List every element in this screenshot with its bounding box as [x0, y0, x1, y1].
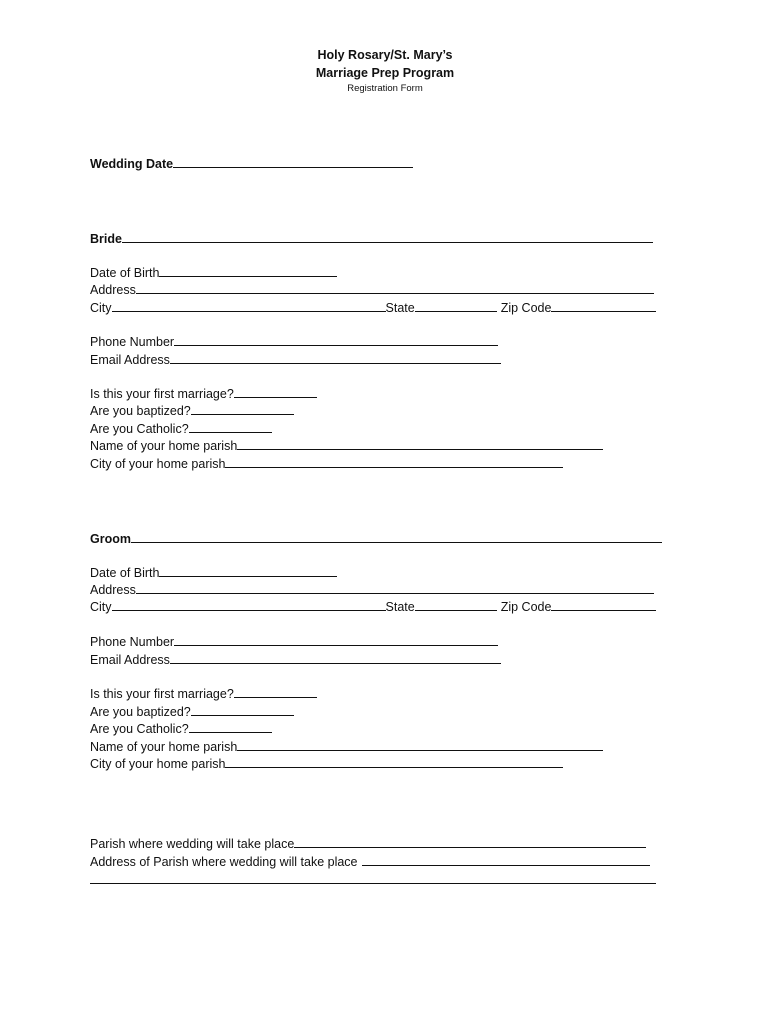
bride-address-row: [90, 280, 654, 298]
groom-catholic-field[interactable]: [189, 719, 272, 733]
groom-baptized-label: Are you baptized?: [90, 705, 191, 719]
bride-name-field[interactable]: [122, 229, 653, 243]
groom-phone-row: [90, 632, 498, 650]
bride-dob-label: Date of Birth: [90, 266, 160, 280]
groom-state-label: State: [385, 600, 415, 614]
wedding-parish-address-row: [90, 852, 650, 870]
groom-dob-row: [90, 563, 337, 581]
groom-state-field[interactable]: [415, 597, 497, 611]
bride-home-parish-label: Name of your home parish: [90, 439, 238, 453]
groom-home-parish-city-label: City of your home parish: [90, 757, 226, 771]
groom-catholic-row: [90, 719, 272, 737]
bride-catholic-label: Are you Catholic?: [90, 422, 189, 436]
groom-baptized-row: [90, 702, 294, 720]
groom-city-label: City: [90, 600, 112, 614]
bride-email-row: [90, 350, 501, 368]
wedding-date-label: Wedding Date: [90, 157, 174, 171]
groom-address-row: [90, 580, 654, 598]
bride-home-parish-city-label: City of your home parish: [90, 457, 226, 471]
bride-home-parish-row: [90, 436, 603, 454]
groom-email-field[interactable]: [170, 650, 501, 664]
groom-address-label: Address: [90, 583, 136, 597]
form-title: Holy Rosary/St. Mary’s: [317, 48, 453, 62]
bride-city-field[interactable]: [112, 298, 386, 312]
bride-baptized-field[interactable]: [191, 401, 294, 415]
bride-city-label: City: [90, 301, 112, 315]
bride-address-field[interactable]: [136, 280, 654, 294]
form-name: Registration Form: [347, 83, 423, 94]
groom-email-label: Email Address: [90, 653, 170, 667]
bride-label: Bride: [90, 232, 122, 246]
groom-name-field[interactable]: [131, 529, 662, 543]
bride-baptized-row: [90, 401, 294, 419]
groom-email-row: [90, 650, 501, 668]
groom-zip-label: Zip Code: [500, 600, 552, 614]
groom-home-parish-row: [90, 737, 603, 755]
bride-home-parish-field[interactable]: [237, 436, 603, 450]
bride-email-field[interactable]: [170, 350, 501, 364]
bride-state-field[interactable]: [415, 298, 497, 312]
bride-dob-row: [90, 263, 337, 281]
groom-dob-label: Date of Birth: [90, 566, 160, 580]
groom-home-parish-label: Name of your home parish: [90, 740, 238, 754]
groom-phone-label: Phone Number: [90, 635, 175, 649]
wedding-parish-label: Parish where wedding will take place: [90, 837, 295, 851]
groom-city-field[interactable]: [112, 597, 386, 611]
bride-row: [90, 229, 653, 247]
groom-first-marriage-label: Is this your first marriage?: [90, 687, 234, 701]
bride-catholic-field[interactable]: [189, 419, 272, 433]
groom-label: Groom: [90, 532, 131, 546]
groom-baptized-field[interactable]: [191, 702, 294, 716]
bride-first-marriage-label: Is this your first marriage?: [90, 387, 234, 401]
groom-first-marriage-row: [90, 684, 317, 702]
groom-phone-field[interactable]: [174, 632, 498, 646]
groom-catholic-label: Are you Catholic?: [90, 722, 189, 736]
form-subtitle: Marriage Prep Program: [315, 66, 455, 80]
groom-row: [90, 529, 662, 547]
bride-home-parish-city-row: [90, 454, 563, 472]
bride-zip-field[interactable]: [551, 298, 656, 312]
bride-first-marriage-field[interactable]: [234, 384, 317, 398]
bride-phone-label: Phone Number: [90, 335, 175, 349]
wedding-parish-address-field-2[interactable]: [90, 870, 656, 884]
groom-home-parish-city-field[interactable]: [225, 754, 563, 768]
bride-home-parish-city-field[interactable]: [225, 454, 563, 468]
bride-address-label: Address: [90, 283, 136, 297]
bride-zip-label: Zip Code: [500, 301, 552, 315]
bride-baptized-label: Are you baptized?: [90, 404, 191, 418]
bride-state-label: State: [385, 301, 415, 315]
groom-first-marriage-field[interactable]: [234, 684, 317, 698]
bride-catholic-row: [90, 419, 272, 437]
bride-phone-row: [90, 332, 498, 350]
bride-dob-field[interactable]: [159, 263, 337, 277]
groom-home-parish-field[interactable]: [237, 737, 603, 751]
bride-phone-field[interactable]: [174, 332, 498, 346]
groom-address-field[interactable]: [136, 580, 654, 594]
wedding-parish-address-field[interactable]: [362, 852, 650, 866]
bride-email-label: Email Address: [90, 353, 170, 367]
groom-zip-field[interactable]: [551, 597, 656, 611]
wedding-parish-row: [90, 834, 646, 852]
bride-first-marriage-row: [90, 384, 317, 402]
wedding-date-row: [90, 154, 413, 172]
wedding-parish-address-label: Address of Parish where wedding will take place: [90, 855, 358, 869]
groom-home-parish-city-row: [90, 754, 563, 772]
wedding-parish-address-row-2: [90, 870, 656, 888]
bride-city-row: [90, 298, 656, 316]
groom-city-row: [90, 597, 656, 615]
groom-dob-field[interactable]: [159, 563, 337, 577]
wedding-parish-field[interactable]: [294, 834, 646, 848]
wedding-date-field[interactable]: [173, 154, 413, 168]
